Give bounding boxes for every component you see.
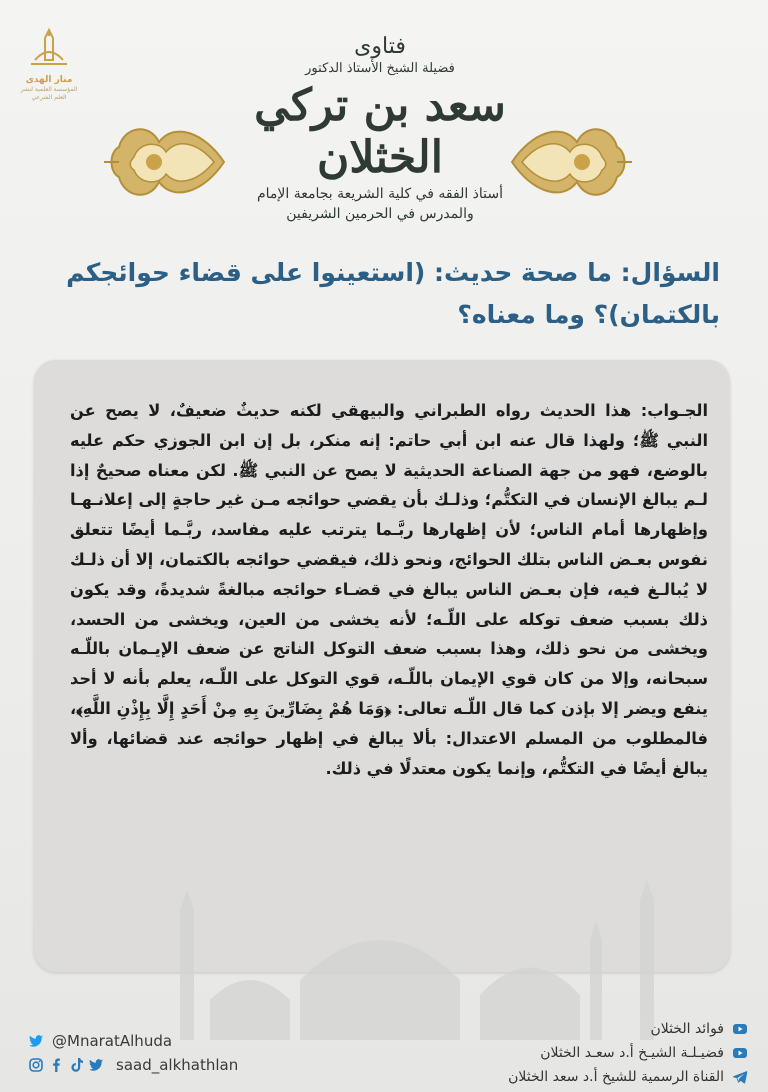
- youtube-icon: [732, 1045, 748, 1061]
- tiktok-icon: [68, 1057, 84, 1073]
- scholar-header: [230, 34, 530, 224]
- twitter-handle-row[interactable]: [28, 1030, 328, 1052]
- instagram-icon: [28, 1057, 44, 1073]
- channel-label-1: فوائد الخثلان: [650, 1021, 724, 1037]
- position-line-1: أستاذ الفقه في كلية الشريعة بجامعة الإمام: [256, 186, 504, 202]
- logo-subtitle: المؤسسة العلمية لنشر العلم الشرعي: [20, 86, 78, 101]
- answer-text: الجـواب: هذا الحديث رواه الطبراني والبيهقي لكنه حديثٌ ضعيفٌ، لا يصح عن النبي ﷺ؛ ولهذا قال عنه ابن أبي حاتم: إنه منكر، بل إن ابن الجوزي حكم عليه بالوضع، فهو من جهة الصناعة الحديثية لا يصح عن النبي ﷺ. لكن معناه صحيحٌ إذا لـم يبالغ الإنسان في التكتُّم؛ وذلـك بأن يقضي حوائجه مـن غير حاجةٍ إلى إعلانـهـا وإظهارها أمام الناس؛ لأن إظهارها ربَّـما يترتب عليه مفاسد، ربَّـما أيضًا تتعلق نفوس بعـض الناس بتلك الحوائج، ونحو ذلك، فيقضي حوائجه بالكتمان، إلا أن ذلـك لا يُبالـغ فيه، فإن بعـض الناس يبالغ في قضـاء حوائجه مبالغةً شديدةً، وقد يكون ذلك بسبب ضعف توكله على اللّـه؛ لأنه يخشى من العين، ويخشى من الحسد، ويخشى من نحو ذلك، وهذا بسبب ضعف التوكل الناتج عن ضعف الإيـمان باللّـه سبحانه، وإلا من كان قوي الإيمان باللّـه، قوي التوكل على اللّـه، يعلم بأنه لا أحد ينفع ويضر إلا بإذن كما قال اللّـه تعالى: ﴿وَمَا هُمْ بِضَارِّينَ بِهِ مِنْ أَحَدٍ إِلَّا بِإِذْنِ اللَّهِ﴾، فالمطلوب من المسلم الاعتدال: بألا يبالغ في إظهار حوائجه عند قضائها، وألا يبالغ أيضًا في التكتُّم، وإنما يكون معتدلًا في ذلك.: [70, 401, 708, 778]
- social-handle: saad_alkhathlan: [116, 1056, 239, 1074]
- social-icons: [28, 1057, 108, 1073]
- footer-channels: [388, 1018, 748, 1090]
- channel-row-2[interactable]: [388, 1042, 748, 1064]
- fatawa-title: فتاوى: [354, 34, 406, 59]
- channel-label-3: القناة الرسمية للشيخ أ.د سعد الخثلان: [508, 1069, 724, 1085]
- social-handle-row[interactable]: [28, 1054, 328, 1076]
- twitter-small-icon: [88, 1057, 104, 1073]
- mosque-skyline-icon: [120, 880, 720, 1040]
- youtube-icon: [732, 1021, 748, 1037]
- honorific: فضيلة الشيخ الأستاذ الدكتور: [305, 61, 455, 76]
- channel-label-2: فضيـلـة الشيـخ أ.د سعـد الخثلان: [540, 1045, 724, 1061]
- channel-row-1[interactable]: [388, 1018, 748, 1040]
- logo-title: منار الهدى: [25, 75, 73, 85]
- channel-row-3[interactable]: [388, 1066, 748, 1088]
- twitter-icon: [28, 1033, 44, 1049]
- twitter-handle: @MnaratAlhuda: [52, 1032, 173, 1050]
- scholar-name: سعد بن تركي الخثلان: [254, 80, 506, 183]
- position-line-2: والمدرس في الحرمين الشريفين: [286, 206, 474, 222]
- telegram-icon: [732, 1069, 748, 1085]
- brand-logo: [18, 26, 80, 101]
- footer-social: [28, 1030, 328, 1078]
- left-ornament-icon: [104, 112, 228, 212]
- facebook-icon: [48, 1057, 64, 1073]
- question-text: السؤال: ما صحة حديث: (استعينوا على قضاء حوائجكم بالكتمان)؟ وما معناه؟: [66, 258, 720, 329]
- minaret-logo-icon: [27, 26, 71, 70]
